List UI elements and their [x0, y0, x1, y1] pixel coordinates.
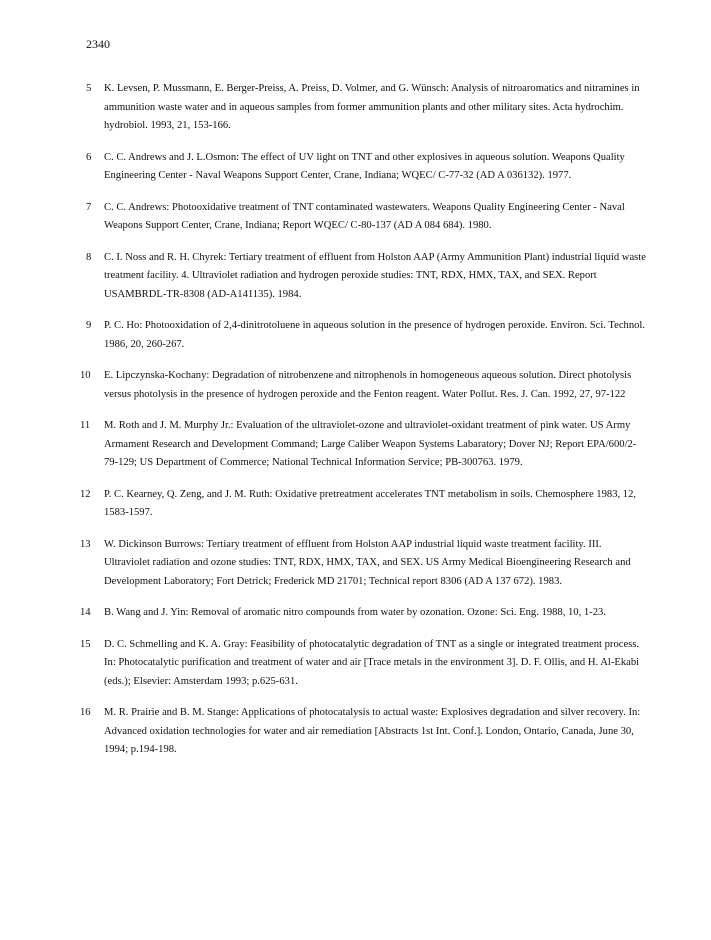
reference-number: 12: [80, 488, 91, 500]
reference-number: 11: [80, 420, 91, 431]
reference-item: [80, 486, 646, 523]
reference-number: 9: [86, 320, 92, 331]
reference-number: 10: [80, 370, 91, 381]
reference-item: [80, 367, 646, 404]
reference-text: C. I. Noss and R. H. Chyrek: Tertiary treatment of effluent from Holston AAP (Army Ammunition Plant) industrial liquid waste treatment facility. 4. Ultraviolet radiation and hydrogen peroxide studies: TNT, RDX, HMX, TAX, and SEX. Report USAMBRDL-TR-8308 (AD-A141135). 1984.: [104, 251, 646, 300]
reference-text: C. C. Andrews and J. L.Osmon: The effect of UV light on TNT and other explosives in aqueous solution. Weapons Quality Engineering Center - Naval Weapons Support Center, Crane, Indiana; WQEC/ C-77-32 (AD A 036132). 1977.: [104, 151, 625, 181]
reference-text: M. Roth and J. M. Murphy Jr.: Evaluation of the ultraviolet-ozone and ultraviolet-oxidant treatment of pink water. US Army Armament Research and Development Command; Large Caliber Weapon Systems Labaratory; Dover NJ; Report EPA/600/2-79-129; US Department of Commerce; National Technical Information Service; PB-300763. 1979.: [104, 420, 637, 468]
reference-list: [80, 80, 646, 773]
reference-item: [86, 80, 646, 136]
reference-text: P. C. Ho: Photooxidation of 2,4-dinitrotoluene in aqueous solution in the presence of hydrogen peroxide. Environ. Sci. Technol. 1986, 20, 260-267.: [104, 320, 646, 350]
reference-number: 13: [80, 538, 91, 550]
reference-item: [86, 249, 646, 305]
reference-text: P. C. Kearney, Q. Zeng, and J. M. Ruth: Oxidative pretreatment accelerates TNT metabolism in soils. Chemosphere 1983, 12, 1583-1597.: [104, 488, 637, 518]
reference-number: 7: [86, 201, 92, 213]
reference-item: [80, 636, 646, 692]
reference-text: D. C. Schmelling and K. A. Gray: Feasibility of photocatalytic degradation of TNT as a single or integrated treatment process. In: Photocatalytic purification and treatment of water and air [Trace metals in the environment 3]. D. F. Ollis, and H. Al-Ekabi (eds.); Elsevier: Amsterdam 1993; p.625-631.: [104, 638, 640, 687]
reference-text: C. C. Andrews: Photooxidative treatment of TNT contaminated wastewaters. Weapons Quality Engineering Center - Naval Weapons Support Center, Crane, Indiana; Report WQEC/ C-80-137 (AD A 084 684). 1980.: [104, 201, 625, 231]
reference-item: [86, 199, 646, 236]
reference-text: W. Dickinson Burrows: Tertiary treatment of effluent from Holston AAP industrial liquid waste treatment facility. III. Ultraviolet radiation and ozone studies: TNT, RDX, HMX, TAX, and SEX. US Army Medical Bioengineering Research and Development Laboratory; Fort Detrick; Frederick MD 21701; Technical report 8306 (AD A 137 672). 1983.: [104, 538, 631, 587]
reference-number: 5: [86, 83, 92, 94]
reference-item: [86, 149, 646, 186]
reference-item: [86, 317, 646, 354]
reference-item: [80, 417, 646, 473]
page-number: 2340: [86, 37, 110, 51]
reference-number: 8: [86, 251, 92, 263]
reference-text: E. Lipczynska-Kochany: Degradation of nitrobenzene and nitrophenols in homogeneous aqueous solution. Direct photolysis versus photolysis in the presence of hydrogen peroxide and the Fenton reagent. Water Pollut. Res. J. Can. 1992, 27, 97-122: [104, 370, 632, 400]
reference-number: 16: [80, 707, 91, 718]
reference-text: M. R. Prairie and B. M. Stange: Applications of photocatalysis to actual waste: Explosives degradation and silver recovery. In: Advanced oxidation technologies for water and air remediation [Abstracts 1st Int. Conf.]. London, Ontario, Canada, June 30, 1994; p.194-198.: [104, 707, 641, 755]
reference-number: 14: [80, 607, 91, 618]
reference-text: K. Levsen, P. Mussmann, E. Berger-Preiss, A. Preiss, D. Volmer, and G. Wünsch: Analysis of nitroaromatics and nitramines in ammunition waste water and in aqueous samples from former ammunition plants and other military sites. Acta hydrochim. hydrobiol. 1993, 21, 153-166.: [104, 83, 640, 131]
reference-item: [80, 704, 646, 760]
reference-item: [80, 536, 646, 592]
reference-text: B. Wang and J. Yin: Removal of aromatic nitro compounds from water by ozonation. Ozone: Sci. Eng. 1988, 10, 1-23.: [104, 607, 606, 618]
reference-number: 6: [86, 151, 92, 163]
reference-item: [80, 604, 646, 623]
reference-number: 15: [80, 638, 91, 650]
